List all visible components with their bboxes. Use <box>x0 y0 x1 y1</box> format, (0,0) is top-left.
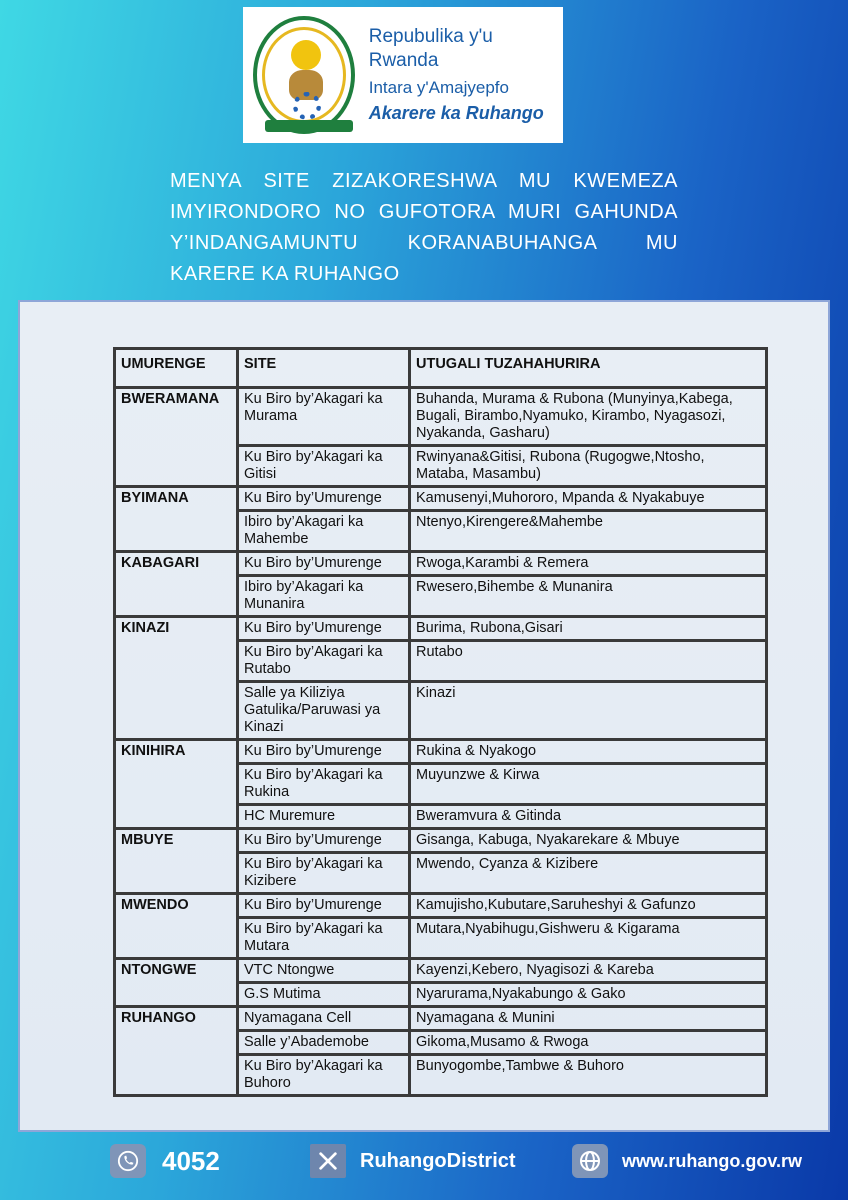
cells-list: Kamusenyi,Muhororo, Mpanda & Nyakabuye <box>408 485 765 509</box>
header-umurenge: UMURENGE <box>121 356 206 372</box>
website-url: www.ruhango.gov.rw <box>622 1150 802 1171</box>
district-logo-banner <box>243 7 563 143</box>
table-row <box>116 981 765 1005</box>
site-name: HC Muremure <box>236 803 408 827</box>
sector-name: MWENDO <box>116 892 236 916</box>
site-name: Ku Biro by’Umurenge <box>236 738 408 762</box>
sector-name: MBUYE <box>116 827 236 851</box>
site-name: Ku Biro by’Akagari ka Gitisi <box>236 444 408 485</box>
website-contact[interactable] <box>572 1144 802 1178</box>
table-row <box>116 827 765 851</box>
site-name: Ku Biro by’Umurenge <box>236 485 408 509</box>
logo-country: Repubulika y'u Rwanda <box>368 26 493 71</box>
site-name: Ku Biro by’Umurenge <box>236 550 408 574</box>
table-row <box>116 509 765 550</box>
globe-icon <box>572 1144 608 1178</box>
twitter-handle: RuhangoDistrict <box>360 1149 516 1172</box>
cells-list: Kinazi <box>408 680 765 738</box>
sector-name: RUHANGO <box>116 1005 236 1029</box>
table-row <box>116 639 765 680</box>
contact-footer <box>0 1140 848 1190</box>
table-row <box>116 615 765 639</box>
sites-table <box>113 347 768 1097</box>
rwanda-coat-of-arms-icon <box>253 16 355 134</box>
cells-list: Buhanda, Murama & Rubona (Munyinya,Kabega, Bugali, Birambo,Nyamuko, Kirambo, Nyagasozi, Nyakanda, Gasharu) <box>408 386 765 444</box>
cells-list: Muyunzwe & Kirwa <box>408 762 765 803</box>
sector-name: NTONGWE <box>116 957 236 981</box>
table-row <box>116 1053 765 1094</box>
table-row <box>116 738 765 762</box>
phone-number: 4052 <box>162 1145 220 1176</box>
sites-panel <box>18 300 830 1132</box>
site-name: Ku Biro by’Umurenge <box>236 892 408 916</box>
sector-name: BYIMANA <box>116 485 236 509</box>
cells-list: Rukina & Nyakogo <box>408 738 765 762</box>
cells-list: Ntenyo,Kirengere&Mahembe <box>408 509 765 550</box>
sector-name: KINAZI <box>116 615 236 639</box>
cells-list: Bunyogombe,Tambwe & Buhoro <box>408 1053 765 1094</box>
x-logo-icon <box>310 1144 346 1178</box>
cells-list: Rwinyana&Gitisi, Rubona (Rugogwe,Ntosho, Mataba, Masambu) <box>408 444 765 485</box>
sector-name: KABAGARI <box>116 550 236 574</box>
table-row <box>116 851 765 892</box>
table-row <box>116 550 765 574</box>
table-row <box>116 957 765 981</box>
site-name: Salle ya Kiliziya Gatulika/Paruwasi ya Kinazi <box>236 680 408 738</box>
cells-list: Burima, Rubona,Gisari <box>408 615 765 639</box>
table-row <box>116 444 765 485</box>
site-name: Ku Biro by’Umurenge <box>236 827 408 851</box>
table-row <box>116 680 765 738</box>
phone-icon <box>110 1144 146 1178</box>
cells-list: Kamujisho,Kubutare,Saruheshyi & Gafunzo <box>408 892 765 916</box>
site-name: Ku Biro by’Akagari ka Murama <box>236 386 408 444</box>
table-row <box>116 916 765 957</box>
header-site: SITE <box>236 350 408 386</box>
cells-list: Rwesero,Bihembe & Munanira <box>408 574 765 615</box>
site-name: Ku Biro by’Akagari ka Buhoro <box>236 1053 408 1094</box>
cells-list: Nyarurama,Nyakabungo & Gako <box>408 981 765 1005</box>
logo-province: Intara y'Amajyepfo <box>368 78 509 97</box>
cells-list: Rutabo <box>408 639 765 680</box>
site-name: G.S Mutima <box>236 981 408 1005</box>
sector-name: KINIHIRA <box>116 738 236 762</box>
table-row <box>116 803 765 827</box>
logo-district: Akarere ka Ruhango <box>368 103 544 123</box>
table-row <box>116 386 765 444</box>
site-name: VTC Ntongwe <box>236 957 408 981</box>
site-name: Ku Biro by’Akagari ka Kizibere <box>236 851 408 892</box>
site-name: Ku Biro by’Akagari ka Mutara <box>236 916 408 957</box>
cells-list: Mutara,Nyabihugu,Gishweru & Kigarama <box>408 916 765 957</box>
site-name: Nyamagana Cell <box>236 1005 408 1029</box>
site-name: Ku Biro by’Akagari ka Rutabo <box>236 639 408 680</box>
table-row <box>116 1005 765 1029</box>
sector-name: BWERAMANA <box>116 386 236 444</box>
table-row <box>116 892 765 916</box>
cells-list: Gikoma,Musamo & Rwoga <box>408 1029 765 1053</box>
site-name: Ibiro by’Akagari ka Mahembe <box>236 509 408 550</box>
site-name: Ku Biro by’Umurenge <box>236 615 408 639</box>
site-name: Ibiro by’Akagari ka Munanira <box>236 574 408 615</box>
cells-list: Gisanga, Kabuga, Nyakarekare & Mbuye <box>408 827 765 851</box>
table-row <box>116 1029 765 1053</box>
cells-list: Nyamagana & Munini <box>408 1005 765 1029</box>
logo-text <box>369 25 563 125</box>
header-utugali: UTUGALI TUZAHAHURIRA <box>408 350 765 386</box>
site-name: Salle y’Abademobe <box>236 1029 408 1053</box>
table-row <box>116 574 765 615</box>
table-row <box>116 762 765 803</box>
cells-list: Kayenzi,Kebero, Nyagisozi & Kareba <box>408 957 765 981</box>
cells-list: Mwendo, Cyanza & Kizibere <box>408 851 765 892</box>
cells-list: Bweramvura & Gitinda <box>408 803 765 827</box>
page-headline: MENYA SITE ZIZAKORESHWA MU KWEMEZA IMYIRONDORO NO GUFOTORA MURI GAHUNDA Y’INDANGAMUNTU KORANABUHANGA MU KARERE KA RUHANGO <box>170 170 678 285</box>
table-row <box>116 485 765 509</box>
cells-list: Rwoga,Karambi & Remera <box>408 550 765 574</box>
twitter-contact[interactable] <box>310 1144 516 1178</box>
site-name: Ku Biro by’Akagari ka Rukina <box>236 762 408 803</box>
table-header-row <box>116 350 765 386</box>
phone-contact[interactable] <box>110 1144 220 1178</box>
